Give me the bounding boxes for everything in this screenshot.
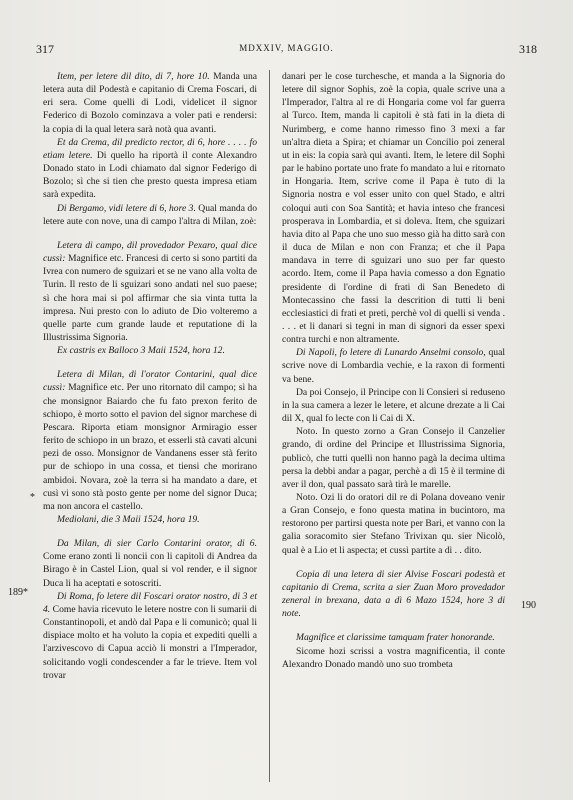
letter-body: Magnifice etc. Per uno ritornato dil campo; sì ha che monsignor Baiardo che fu fato prexon ferito de schiopo, è morto sotto el pavion del signor marchese di Pescara. Riporta etiam monsignor Armiragio esser ferito de schiopo in un brazo, et esserli stà cavati alcuni pezi de osso. Monsignor de Vandanens esser stà ferito pur de schiopo in una cossa, et tiensi che morirano ambidoi. Novara, zoè la terra si ha mandato a dare, et cusì vi sono stà posto gente per nome del signor Duca; ma non ancora el castello. [43, 382, 257, 512]
letter-body: Magnifice etc. Francesi di certo si sono partiti da Ivrea con numero de sguizari et se ne vano alla volta de Turin. Il resto de li sguizari sono andati nel suo paese; sì che hora mai si pol affirmar che sia vinta tutta la impresa. Nui presto con lo adiuto de Dio volteremo a quelle parte cum grande laude et reputatione di la Illustrissima Signoria. [43, 253, 257, 343]
entry-body: Qual manda do letere aute con nove, una di campo l'altra di Milan, zoè: [43, 202, 257, 227]
letter-heading: Letera di Milan, di l'orator Contarini, qual dice cussì: [43, 369, 257, 394]
paragraph: danari per le cose turchesche, et manda a la Signoria do letere dil signor Sophis, zoè la copia, quale scrive una a l'Imperador, l'altra al re di Hongaria come vol far guerra al Turco. Item, manda li capitoli è stà fati in la dieta di Nurimberg, e come hanno rimesso fino 3 mexi a far un'altra dieta a Spira; et chiamar un Concilio poi zeneral ut in eis: la copia sarà qui avanti. Item, le letere dil Sophì par le habino portate uno frate fo mandato a lui e ritornato in Hongaria. Item, scrive come il Papa è tuto di la Signoria nostra e vol esser unito con quel Stado, e altri coloqui auti con Soa Santità; et havia inteso che francesi prosperava in Lombardia, et si doleva. Item, che sguizari havia dito al Papa che uno suo messo già ha ditto sarà con il duca de Milan e non con Franza; et che il Papa mandava in terre di sguizari uno suo per far questo acordo. Item, come il Papa havia comesso a don Egnatio presidente di l'ordine di frati di San Benedeto di Montecassino che fassi la descrition di tutti li beni ecclesiastici di frati et preti, perchè vol di quelli si venda . . . . et li danari si tegni in man di signori da esser spexi contra turchi e non altramente. [282, 71, 505, 346]
letter-title: Copia di una letera di sier Alvise Foscari podestà et capitanio di Crema, scrita a sier Zuan Moro provedador zeneral in brexana, data a dì 6 Mazo 1524, hore 3 di note. [282, 568, 505, 620]
entry-heading: Di Napoli, fo letere di Lunardo Anselmi consolo, [296, 347, 486, 359]
entry-body: Di quello ha riportà il conte Alexandro Donado stato in Lodi chiamato dal signor Federigo di Bozolo; sì che si tien che presto questa impresa etiam sarà expedita. [43, 149, 257, 201]
margin-asterisk: * [30, 492, 35, 503]
entry-body: Come havia ricevuto le letere nostre con li sumarii di Constantinopoli, et andò dal Papa e li comunicò; qual li dispiace molto et ha voluto la copia et expediti quelli a l'arzivescovo di Capua acciò li monstri a l'Imperador, solicitando vogli condescender a far le trieve. Item vol trovar [43, 603, 257, 681]
paragraph: Sicome hozi scrissi a vostra magnificentia, il conte Alexandro Donado mandò uno suo trombeta [282, 645, 505, 670]
margin-note-left: 189* [8, 587, 28, 598]
entry-body: qual scrive nove di Lombardia vechie, e la raxon di formenti va bene. [282, 347, 506, 385]
right-page-number: 318 [519, 42, 537, 56]
paragraph [282, 346, 505, 385]
entry-body: Manda una letera auta dil Podestà e capitanio di Crema Foscari, di eri sera. Come quelli di Lodi, videlicet il signor Federico di Bozolo cominzava a voler pati e rendersi: la copia di la qual letera sarà notà qua avanti. [43, 71, 257, 135]
paragraph: Noto. Ozi li do oratori dil re di Polana doveano venir a Gran Consejo, e fono questa matina in bucintoro, ma restorono per partirsi questa note per Bari, et vanno con la galia soracomito sier Stefano Trivixan qu. sier Nicolò, qual è a Lio et li aspecta; et cussì partite a dì . . dito. [282, 492, 505, 556]
paragraph [43, 202, 257, 228]
paragraph [43, 368, 257, 513]
entry-heading: Item, per letere dil dito, di 7, hore 10. [57, 71, 210, 82]
entry-body: Come erano zonti li noncii con li capitoli di Andrea da Birago è in Castel Lion, qual si vol render, e il signor Duca li ha aceptati e sotoscriti. [43, 551, 257, 589]
paragraph [43, 537, 257, 590]
entry-heading: Et da Crema, dil predicto rector, di 6, hore . . . . fo etiam letere. [43, 136, 257, 161]
paragraph [43, 70, 257, 136]
right-column [282, 70, 505, 671]
left-column [43, 70, 257, 682]
left-page-number: 317 [36, 42, 54, 56]
margin-note-right: 190 [521, 600, 536, 611]
running-title: MDXXIV, MAGGIO. [239, 43, 334, 53]
entry-heading: Da Milan, di sier Carlo Contarini orator, di 6. [57, 538, 257, 550]
paragraph: Da poi Consejo, il Principe con li Consieri si reduseno in la sua camera a lezer le letere, et alcune drezate a li Cai dil X, qual fo lecte con li Cai di X. [282, 386, 505, 425]
paragraph [43, 136, 257, 202]
paragraph: Noto. In questo zorno a Gran Consejo il Canzelier grando, di ordine del Principe et Illustrissima Signoria, publicò, che tutti quelli non hanno pagà la decima ultima persa la debbi andar a pagar, perchè a dì 15 è il termine di aver il don, qual passato sarà tirà le marelle. [282, 426, 505, 490]
page-header [36, 42, 537, 58]
paragraph [43, 590, 257, 682]
paragraph [43, 239, 257, 344]
column-divider [269, 70, 270, 782]
letter-date: Mediolani, die 3 Maii 1524, hora 19. [57, 514, 200, 525]
salutation: Magnifice et clarissime tamquam frater honorande. [296, 632, 495, 644]
entry-heading: Di Bergamo, vidi letere di 6, hore 3. [57, 202, 196, 214]
entry-heading: Di Roma, fo letere dil Foscari orator nostro, di 3 et 4. [43, 590, 257, 615]
letter-date: Ex castris ex Balloco 3 Maii 1524, hora 12. [57, 345, 225, 357]
letter-heading: Letera di campo, dil provedador Pexaro, qual dice cussì: [43, 239, 257, 265]
